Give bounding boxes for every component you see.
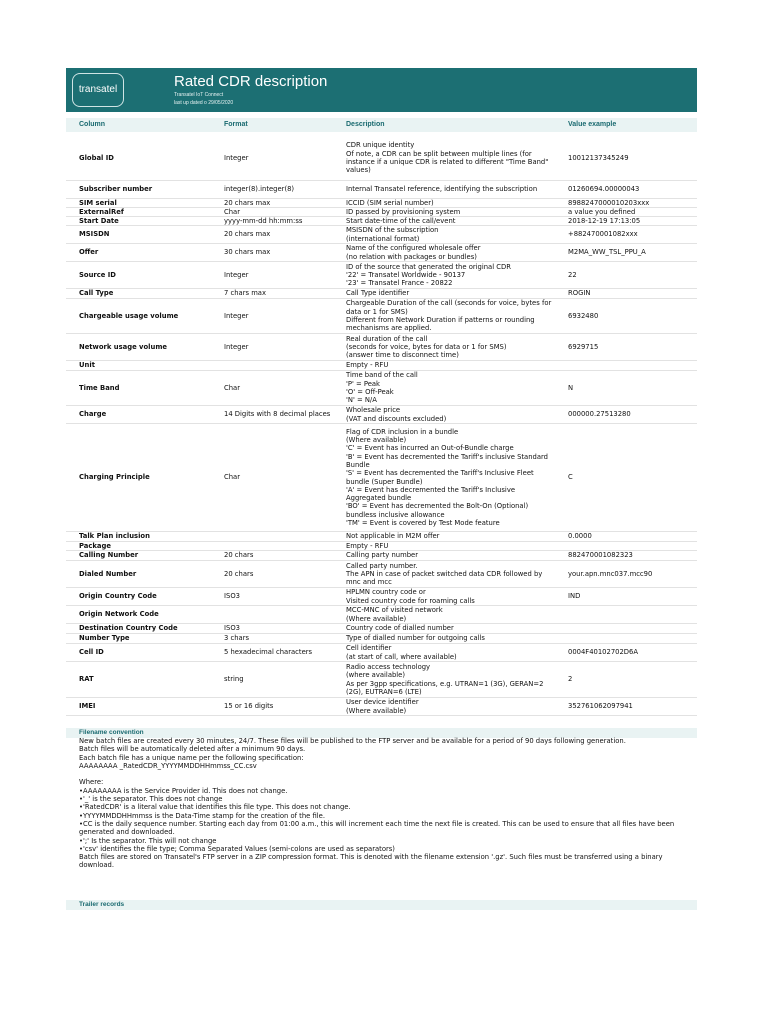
table-row [66,199,697,208]
field-format: 30 chars max [224,248,271,257]
table-row [66,244,697,262]
field-value-example: IND [568,592,581,601]
field-description: Start date-time of the call/event [346,216,456,225]
field-description: Wholesale price (VAT and discounts excluded) [346,406,447,423]
table-row [66,136,697,181]
field-name: Subscriber number [79,185,153,194]
field-value-example: 2018-12-19 17:13:05 [568,216,641,225]
table-row [66,542,697,551]
table-row [66,698,697,716]
document-header [66,68,697,112]
field-description: Empty - RFU [346,361,389,370]
table-row [66,588,697,606]
field-description: ID passed by provisioning system [346,207,461,216]
table-row [66,606,697,624]
field-description: CDR unique identity Of note, a CDR can be split between multiple lines (for instance if a unique CDR is related to different "Time Band" values) [346,141,549,175]
field-format: ISO3 [224,624,240,633]
table-column-headers [66,118,697,132]
field-format: Integer [224,153,249,162]
field-name: Global ID [79,153,114,162]
cdr-fields-table [66,136,697,716]
field-format: Char [224,383,241,392]
trailer-records-header [66,900,697,910]
field-format: yyyy-mm-dd hh:mm:ss [224,217,303,225]
field-value-example: 8988247000010203xxx [568,198,650,207]
field-format: 20 chars max [224,230,271,239]
field-format: 20 chars [224,551,254,560]
table-row [66,289,697,299]
table-row [66,561,697,588]
field-format: integer(8).integer(8) [224,185,295,194]
field-name: IMEI [79,702,96,711]
field-name: Network usage volume [79,342,168,351]
field-name: Talk Plan inclusion [79,532,150,541]
field-description: ID of the source that generated the original CDR '22' = Transatel Worldwide - 90137 '23' = Transatel France - 20822 [346,262,511,288]
field-value-example: 000000.27513280 [568,410,631,419]
field-format: 5 hexadecimal characters [224,648,313,657]
table-row [66,262,697,289]
field-format: ISO3 [224,592,240,601]
field-name: Origin Country Code [79,592,157,601]
field-format: 20 chars max [224,199,271,207]
field-description: Called party number. The APN in case of packet switched data CDR followed by mnc and mcc [346,561,543,587]
field-format [224,361,342,370]
column-header-format: Format [224,121,248,128]
last-update: last up dated o 29/05/2020 [174,100,234,106]
field-name: Cell ID [79,648,104,657]
table-row [66,644,697,662]
field-format: 20 chars [224,569,254,578]
table-row [66,406,697,424]
transatel-logo [72,73,124,107]
field-description: Radio access technology (where available) As per 3gpp specifications, e.g. UTRAN=1 (3G), GERAN=2 (2G), EUTRAN=6 (LTE) [346,662,544,696]
field-name: Destination Country Code [79,624,178,633]
field-format: 7 chars max [224,289,266,298]
field-name: Chargeable usage volume [79,311,179,320]
field-name: Time Band [79,383,120,392]
column-header-description: Description [346,121,385,128]
field-name: Unit [79,361,95,370]
column-header-value-example: Value example [568,121,617,128]
table-row [66,226,697,244]
field-name: Dialed Number [79,569,137,578]
table-row [66,634,697,644]
field-description: MCC-MNC of visited network (Where available) [346,606,443,623]
field-name: Call Type [79,289,114,298]
field-value-example: 6929715 [568,342,599,351]
field-value-example: 2 [568,675,573,684]
field-value-example: 882470001082323 [568,551,633,560]
field-format [224,606,342,623]
field-format: Integer [224,311,249,320]
table-row [66,361,697,371]
field-format: string [224,675,244,684]
field-description: HPLMN country code or Visited country code for roaming calls [346,588,475,605]
field-description: ICCID (SIM serial number) [346,198,434,207]
field-value-example [568,606,696,623]
field-format: Char [224,208,241,216]
field-name: ExternalRef [79,207,124,216]
table-row [66,208,697,217]
field-description: Empty - RFU [346,541,389,550]
filename-convention-text: New batch files are created every 30 minutes, 24/7. These files will be published to the FTP server and be available for a period of 90 days following generation. Batch files will be automatically deleted after a minimum 90 days. Each batch file has a unique name per the following specification: AAAAAAAA _RatedCDR_YYYYMMDDHHmmss_CC.csv Where: •AAAAAAAA is the Service Provider id. This does not change. •'_' is the separator. This does not change •'RatedCDR' is a literal value that identifies this file type. This does not change. •YYYYMMDDHHmmss is the Data-Time stamp for the creation of the file. •CC is the daily sequence number. Starting each day from 01:00 a.m., this will increment each time the next file is created. This can be used to ensure that all files have been generated and downloaded. •';' Is the separator. This will not change •'csv' identifies the file type; Comma Separated Values (semi-colons are used as separators) Batch files are stored on Transatel's FTP server in a ZIP compression format. This is denoted with the filename extension '.gz'. Such files must be transferred using a binary download. [79,737,675,870]
field-value-example: N [568,383,574,392]
field-name: Start Date [79,216,119,225]
field-description: User device identifier (Where available) [346,698,419,715]
field-description: Name of the configured wholesale offer (no relation with packages or bundles) [346,244,481,261]
field-description: Type of dialled number for outgoing calls [346,634,485,643]
table-row [66,551,697,561]
table-row [66,334,697,361]
field-name: Charging Principle [79,473,150,482]
field-value-example: 10012137345249 [568,153,629,162]
field-name: Source ID [79,270,116,279]
field-format: 14 Digits with 8 decimal places [224,410,331,419]
field-name: Origin Network Code [79,610,159,619]
trailer-records-title: Trailer records [79,901,125,908]
field-value-example: 0004F40102702D6A [568,648,639,657]
field-value-example: M2MA_WW_TSL_PPU_A [568,248,646,257]
field-name: Number Type [79,634,130,643]
table-row [66,624,697,634]
field-description: Flag of CDR inclusion in a bundle (Where available) 'C' = Event has incurred an Out-of-Bundle charge 'B' = Event has decremented the Tariff's inclusive Standard Bundle 'S' = Event has decremented the Tariff's Inclusive Fleet bundle (Super Bundle) 'A' = Event has decremented the Tariff's Inclusive Aggregated bundle 'BO' = Event has decremented the Bolt-On (Optional) bundless inclusive allowance 'TM' = Event is covered by Test Mode feature [346,427,549,527]
field-value-example: 01260694.00000043 [568,185,640,194]
field-format: 3 chars [224,634,250,643]
field-name: MSISDN [79,230,110,239]
document-title: Rated CDR description [174,73,328,90]
field-format: 15 or 16 digits [224,702,274,711]
field-value-example: 6932480 [568,311,599,320]
field-description: Internal Transatel reference, identifying the subscription [346,185,538,194]
field-description: Cell identifier (at start of call, where available) [346,644,457,661]
logo-text: transatel [78,84,118,95]
field-value-example: +882470001082xxx [568,230,638,239]
field-value-example: ROGIN [568,289,591,298]
table-row [66,217,697,226]
field-value-example: 352761062097941 [568,702,633,711]
field-description: MSISDN of the subscription (international format) [346,226,439,243]
field-description: Not applicable in M2M offer [346,532,440,541]
field-description: Chargeable Duration of the call (seconds for voice, bytes for data or 1 for SMS) Different from Network Duration if patterns or rounding mechanisms are applied. [346,299,552,333]
field-name: SIM serial [79,198,117,207]
field-description: Time band of the call 'P' = Peak 'O' = Off-Peak 'N' = N/A [346,371,418,405]
field-value-example: a value you defined [568,207,636,216]
field-format: Integer [224,270,249,279]
field-format: Char [224,473,241,482]
field-value-example [568,361,696,370]
table-row [66,299,697,334]
table-row [66,371,697,406]
table-row [66,532,697,542]
field-format: Integer [224,342,249,351]
field-value-example: 0.0000 [568,532,592,541]
field-name: RAT [79,675,94,684]
field-description: Call Type identifier [346,289,410,298]
field-name: Calling Number [79,551,139,560]
field-name: Package [79,541,111,550]
field-value-example [568,634,696,643]
table-row [66,181,697,199]
field-format [224,532,342,541]
table-row [66,662,697,698]
field-description: Country code of dialled number [346,624,454,633]
field-value-example [568,624,696,633]
field-name: Offer [79,248,99,257]
column-header-column: Column [79,121,106,128]
field-value-example: your.apn.mnc037.mcc90 [568,569,653,578]
field-description: Real duration of the call (seconds for voice, bytes for data or 1 for SMS) (answer time to disconnect time) [346,334,507,360]
table-row [66,424,697,532]
field-description: Calling party number [346,551,419,560]
field-value-example: C [568,473,573,482]
field-value-example: 22 [568,270,577,279]
field-name: Charge [79,410,107,419]
field-format [224,542,342,550]
document-subtitle: Transatel IoT Connect [174,92,224,98]
filename-convention-title: Filename convention [79,729,144,736]
field-value-example [568,542,696,550]
